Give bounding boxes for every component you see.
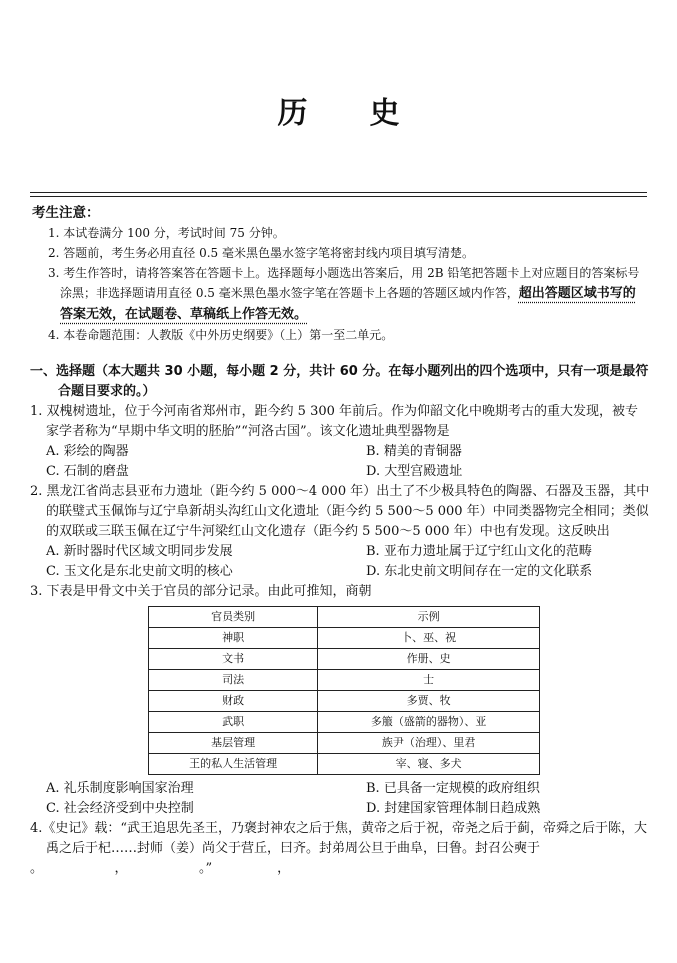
table-cell: 卜、巫、祝 (318, 628, 540, 649)
table-cell: 作册、史 (318, 649, 540, 670)
notice-item-3-text: 3. 考生作答时，请将答案答在答题卡上。选择题每小题选出答案后，用 2B 铅笔把答题卡上对应题目的答案标号涂黑；非选择题请用直径 0.5 毫米黑色墨水签字笔在答题卡上各题的答题区域内作答， (48, 266, 640, 300)
question-2-stem: 2. 黑龙江省尚志县亚布力遗址（距今约 5 000～4 000 年）出土了不少极具特色的陶器、石器及玉器，其中的联璧式玉佩饰与辽宁阜新胡头沟红山文化遗址（距今约 5 500～5 000 年）中同类器物完全相同；类似的双联或三联玉佩在辽宁牛河梁红山文化遗存（距今约 5 500～5 000 年）中也有发现。这反映出 (30, 484, 650, 539)
table-cell: 神职 (149, 628, 318, 649)
q3-option-d: D. 封建国家管理体制日趋成熟 (366, 801, 541, 816)
notice-block (32, 203, 647, 345)
question-3-stem: 3. 下表是甲骨文中关于官员的部分记录。由此可推知，商朝 (30, 584, 372, 599)
q3-option-a: A. 礼乐制度影响国家治理 (46, 781, 194, 796)
table-header-category: 官员类别 (149, 607, 318, 628)
officials-table (148, 606, 540, 775)
question-2-options (30, 542, 650, 582)
question-1-options (30, 442, 650, 482)
table-row (149, 712, 540, 733)
header-rule-thin (30, 196, 647, 197)
q1-option-d: D. 大型宫殿遗址 (366, 464, 463, 479)
q3-option-b: B. 已具备一定规模的政府组织 (366, 781, 540, 796)
section-heading: 一、选择题（本大题共 30 小题，每小题 2 分，共计 60 分。在每小题列出的四个选项中，只有一项是最符合题目要求的。） (30, 364, 649, 399)
q1-option-b: B. 精美的青铜器 (366, 444, 462, 459)
question-3-options (30, 779, 650, 819)
page-title: 历史 (277, 96, 462, 131)
notice-item-1: 1. 本试卷满分 100 分，考试时间 75 分钟。 (48, 226, 285, 240)
header-rule-thick (30, 192, 647, 193)
q1-option-c: C. 石制的磨盘 (46, 464, 129, 479)
table-header-row (149, 607, 540, 628)
table-row (149, 733, 540, 754)
q2-option-b: B. 亚布力遗址属于辽宁红山文化的范畴 (366, 544, 592, 559)
table-cell: 族尹（治理）、里君 (318, 733, 540, 754)
table-cell: 武职 (149, 712, 318, 733)
table-cell: 士 (318, 670, 540, 691)
table-cell: 多箙（盛箭的器物）、亚 (318, 712, 540, 733)
table-cell: 文书 (149, 649, 318, 670)
question-4-stem: 4.《史记》载：“武王追思先圣王，乃褒封神农之后于焦，黄帝之后于祝，帝尧之后于蓟，帝舜之后于陈，大禹之后于杞……封师（姜）尚父于营丘，曰齐。封弟周公旦于曲阜，曰鲁。封召公奭于 (30, 821, 648, 856)
q2-option-d: D. 东北史前文明间存在一定的文化联系 (366, 564, 593, 579)
notice-item-2: 2. 答题前，考生务必用直径 0.5 毫米黑色墨水签字笔将密封线内项目填写清楚。 (48, 246, 474, 260)
table-row (149, 628, 540, 649)
notice-heading: 考生注意： (32, 205, 100, 221)
question-1-stem: 1. 双槐树遗址，位于今河南省郑州市，距今约 5 300 年前后。作为仰韶文化中晚期考古的重大发现，被专家学者称为“早期中华文明的胚胎”“河洛古国”。该文化遗址典型器物是 (30, 404, 639, 439)
table-cell: 宰、寝、多犬 (318, 754, 540, 775)
notice-item-4: 4. 本卷命题范围：人教版《中外历史纲要》（上）第一至二单元。 (48, 328, 394, 342)
table-header-example: 示例 (318, 607, 540, 628)
q2-option-a: A. 新时器时代区域文明同步发展 (46, 544, 233, 559)
table-row (149, 649, 540, 670)
table-row (149, 754, 540, 775)
table-cell: 司法 (149, 670, 318, 691)
table-row (149, 670, 540, 691)
question-4-tail: 。 ， 。” ， (30, 861, 291, 876)
notice-emphasis: 超出答题区域书写的答案无效，在试题卷、草稿纸上作答无效。 (60, 286, 636, 322)
table-row (149, 691, 540, 712)
table-cell: 王的私人生活管理 (149, 754, 318, 775)
question-content (30, 362, 650, 879)
q2-option-c: C. 玉文化是东北史前文明的核心 (46, 564, 233, 579)
q1-option-a: A. 彩绘的陶器 (46, 444, 129, 459)
q3-option-c: C. 社会经济受到中央控制 (46, 801, 194, 816)
table-cell: 基层管理 (149, 733, 318, 754)
table-cell: 多贾、牧 (318, 691, 540, 712)
table-cell: 财政 (149, 691, 318, 712)
notice-item-3 (32, 263, 647, 325)
